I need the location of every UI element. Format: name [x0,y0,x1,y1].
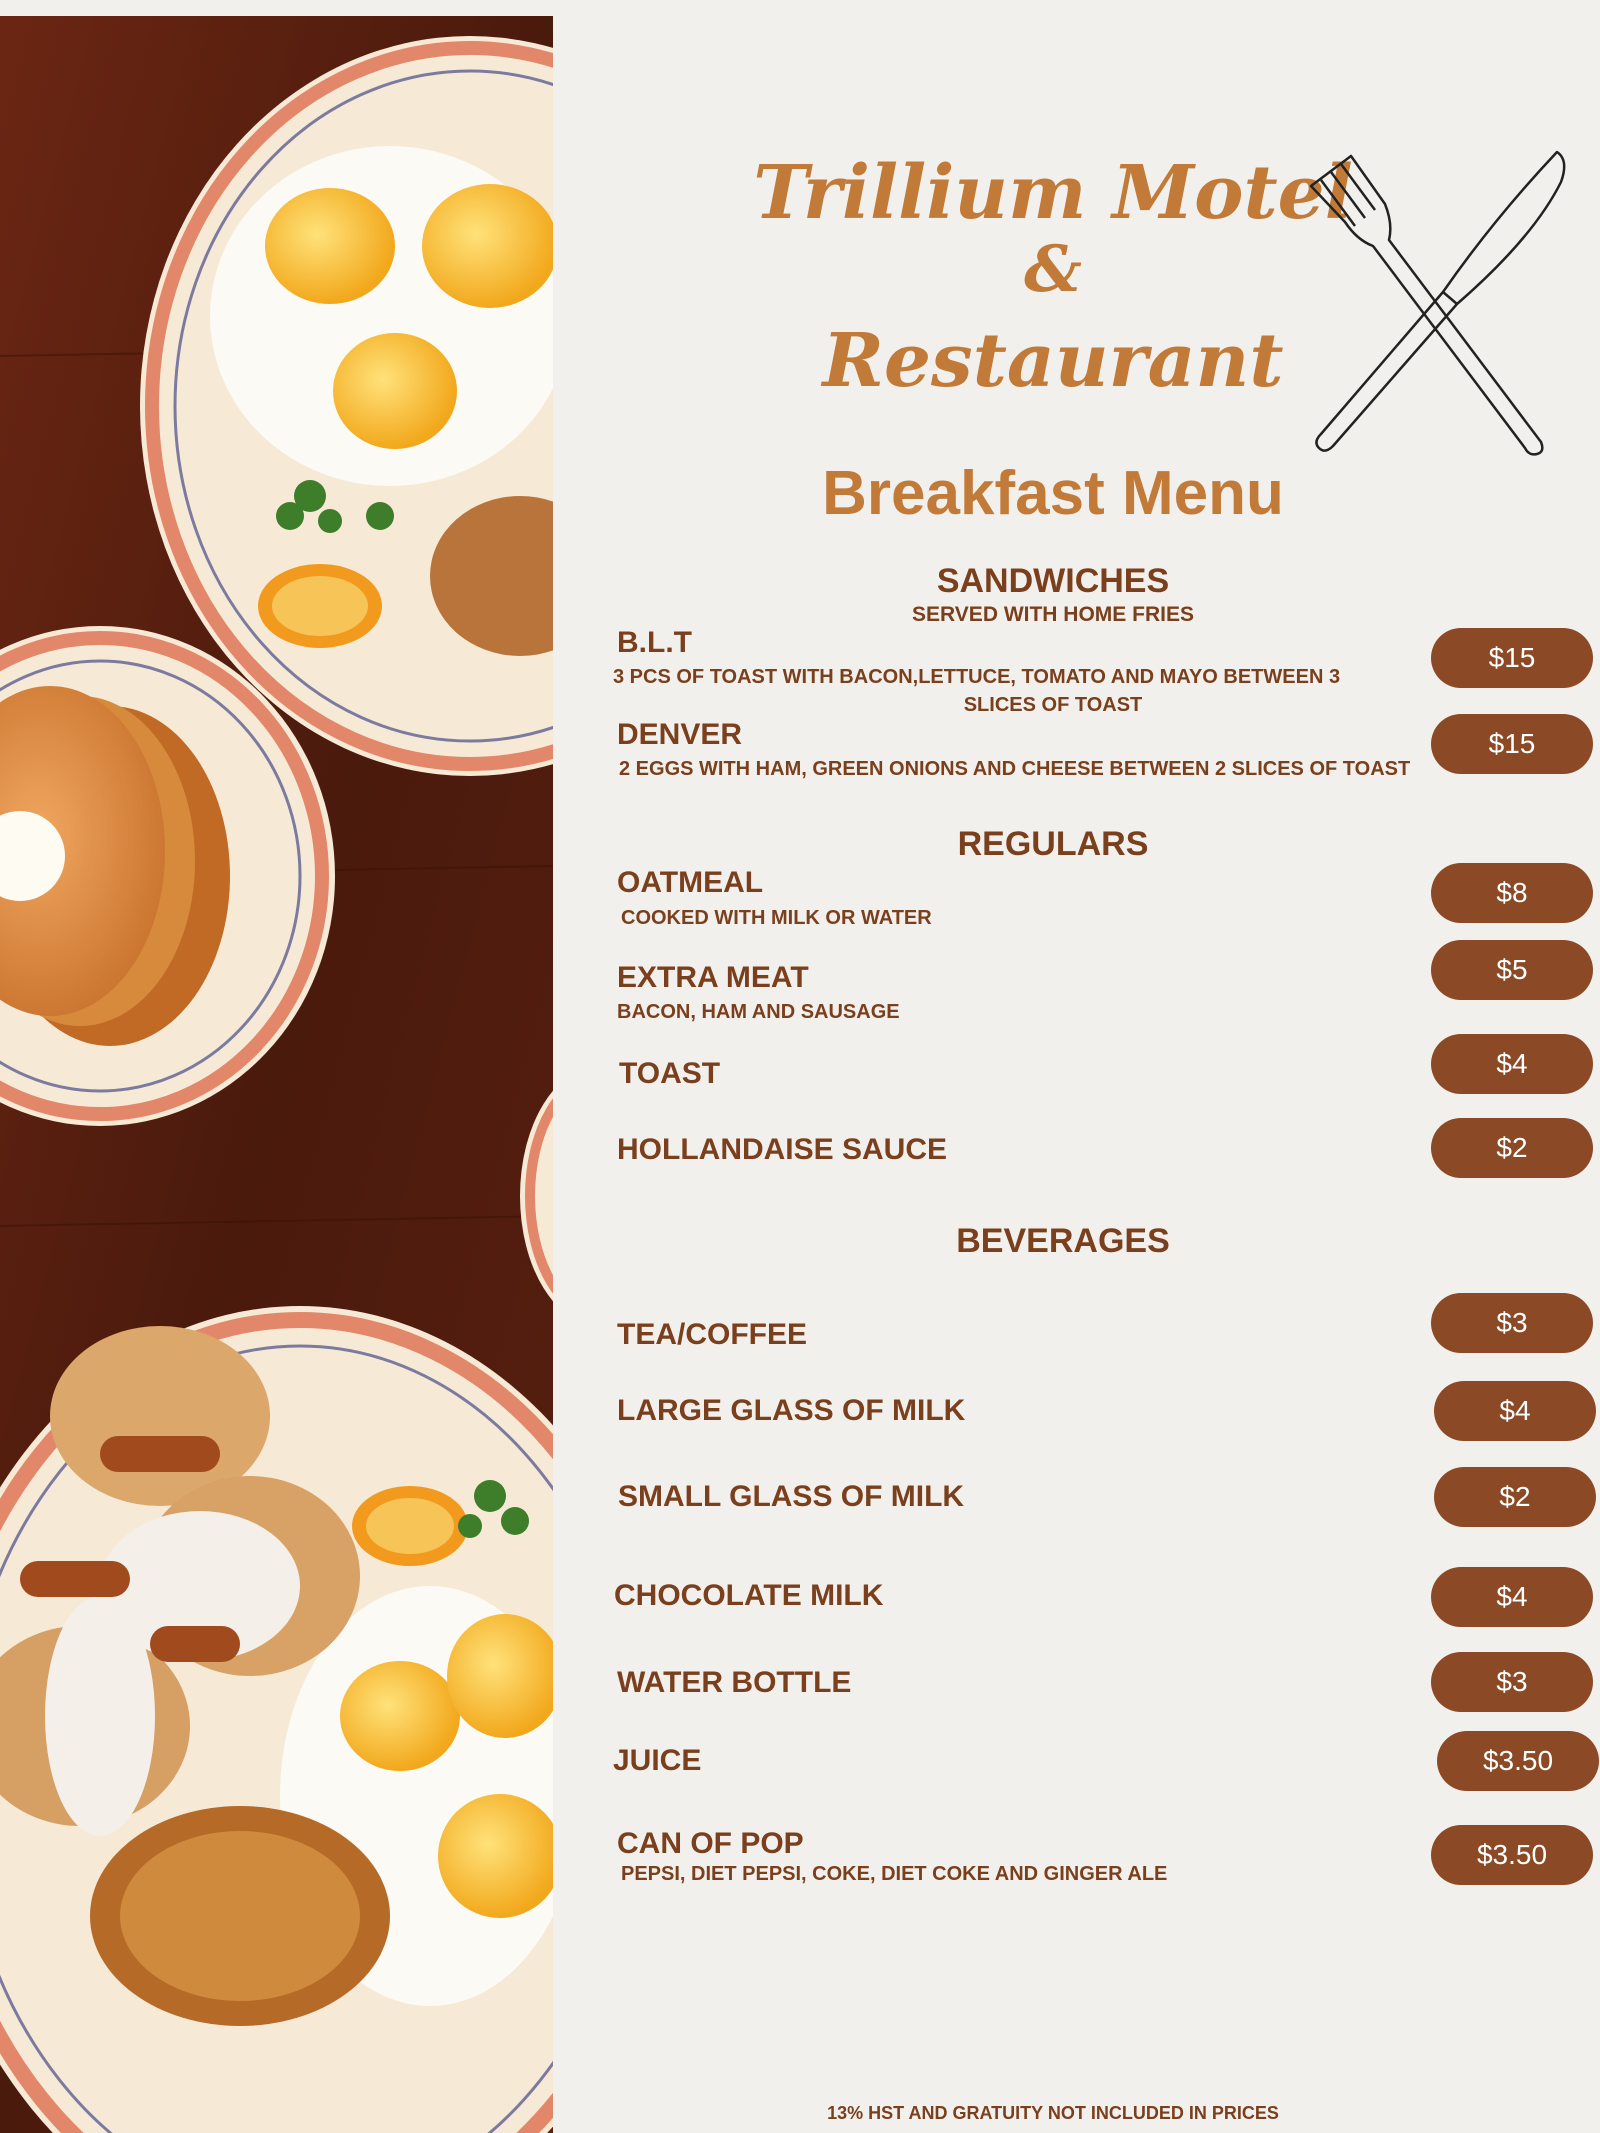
price-badge-toast: $4 [1431,1034,1593,1094]
item-name-water-bottle: WATER BOTTLE [617,1666,852,1699]
price-badge-tea-coffee: $3 [1431,1293,1593,1353]
price-badge-chocolate-milk: $4 [1431,1567,1593,1627]
item-name-blt: B.L.T [617,626,692,659]
price-badge-can-of-pop: $3.50 [1431,1825,1593,1885]
item-name-extra-meat: EXTRA MEAT [617,961,809,994]
fork-and-knife-icon [1293,140,1573,460]
section-title-regulars: REGULARS [957,825,1149,863]
item-name-toast: TOAST [619,1057,721,1090]
restaurant-name-ampersand: & [1024,232,1082,307]
item-name-can-of-pop: CAN OF POP [617,1827,804,1860]
item-name-denver: DENVER [617,718,743,751]
price-badge-water-bottle: $3 [1431,1652,1593,1712]
price-badge-large-milk: $4 [1434,1381,1596,1441]
price-badge-juice: $3.50 [1437,1731,1599,1791]
price-badge-hollandaise: $2 [1431,1118,1593,1178]
price-badge-blt: $15 [1431,628,1593,688]
price-badge-extra-meat: $5 [1431,940,1593,1000]
item-desc-can-of-pop: PEPSI, DIET PEPSI, COKE, DIET COKE AND GINGER ALE [621,1863,1168,1885]
price-badge-oatmeal: $8 [1431,863,1593,923]
item-name-small-milk: SMALL GLASS OF MILK [618,1480,965,1513]
menu-panel [553,0,1600,2133]
item-name-juice: JUICE [613,1744,702,1777]
item-name-tea-coffee: TEA/COFFEE [617,1318,808,1351]
section-title-sandwiches: SANDWICHES [936,562,1170,600]
section-title-beverages: BEVERAGES [956,1222,1170,1260]
item-name-hollandaise: HOLLANDAISE SAUCE [617,1133,948,1166]
item-desc-extra-meat: BACON, HAM AND SAUSAGE [617,1001,900,1023]
breakfast-food-photo [0,16,553,2133]
item-desc-blt-line2: SLICES OF TOAST [963,694,1143,716]
footer-note: 13% HST AND GRATUITY NOT INCLUDED IN PRICES [827,2103,1279,2123]
menu-heading: Breakfast Menu [822,459,1284,528]
restaurant-name-line1: Trillium Motel [753,150,1353,236]
price-badge-small-milk: $2 [1434,1467,1596,1527]
item-desc-blt: 3 PCS OF TOAST WITH BACON,LETTUCE, TOMATO AND MAYO BETWEEN 3 [613,666,1341,688]
item-name-large-milk: LARGE GLASS OF MILK [617,1394,966,1427]
item-name-oatmeal: OATMEAL [617,866,764,899]
food-illustration [0,16,553,2133]
item-desc-oatmeal: COOKED WITH MILK OR WATER [621,907,932,929]
item-desc-denver: 2 EGGS WITH HAM, GREEN ONIONS AND CHEESE BETWEEN 2 SLICES OF TOAST [619,758,1411,780]
section-subtitle-sandwiches: SERVED WITH HOME FRIES [912,603,1194,626]
restaurant-name-line3: Restaurant [822,318,1284,404]
item-name-chocolate-milk: CHOCOLATE MILK [614,1579,884,1612]
price-badge-denver: $15 [1431,714,1593,774]
